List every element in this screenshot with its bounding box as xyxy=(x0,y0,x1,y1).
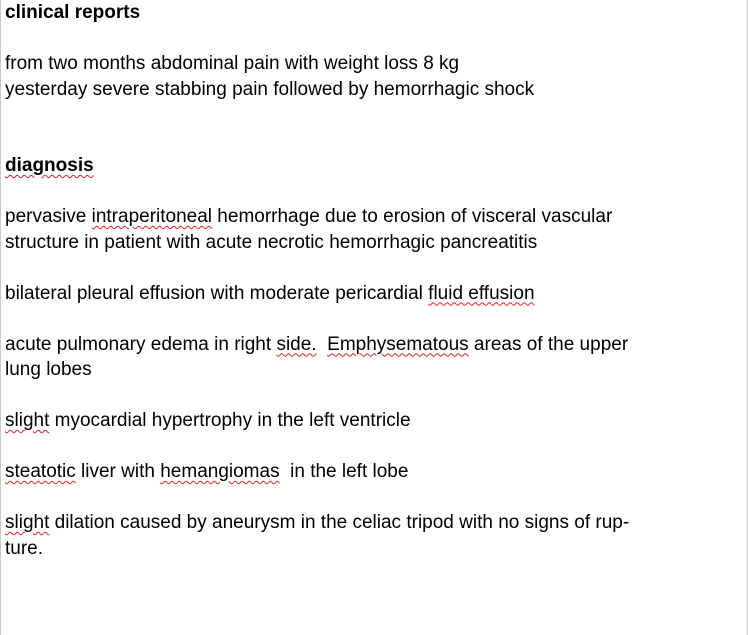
blank-line xyxy=(5,485,735,511)
diagnosis-paragraph-5 xyxy=(5,459,735,485)
diagnosis-paragraph-1-line-2: structure in patient with acute necrotic hemorrhagic pancreatitis xyxy=(5,231,538,253)
spellcheck-flagged-word: steatotic xyxy=(5,461,76,482)
text-run: areas of the upper xyxy=(468,333,629,355)
diagnosis-paragraph-4 xyxy=(5,408,735,434)
text-run: myocardial hypertrophy in the left ventricle xyxy=(49,410,411,431)
text-run: dilation caused by aneurysm in the celiac tripod with no signs of rup- xyxy=(49,512,630,533)
blank-line xyxy=(5,383,735,409)
diagnosis-paragraph-1-line-1 xyxy=(5,204,735,230)
blank-line xyxy=(5,255,735,281)
blank-line xyxy=(5,306,735,332)
spellcheck-flagged-word: side. xyxy=(276,333,317,355)
blank-line xyxy=(5,179,735,205)
document-body[interactable] xyxy=(5,0,735,561)
spellcheck-flagged-word: hemangiomas xyxy=(160,461,280,482)
diagnosis-paragraph-3-line-1 xyxy=(5,332,735,358)
blank-line xyxy=(5,26,735,52)
diagnosis-paragraph-6-line-1 xyxy=(5,510,735,536)
heading-diagnosis-text: diagnosis xyxy=(5,155,94,176)
text-run: in the left lobe xyxy=(279,461,409,482)
text-run: pervasive xyxy=(5,206,92,227)
diagnosis-paragraph-6-line-2: ture. xyxy=(5,537,44,559)
blank-line xyxy=(5,434,735,460)
heading-diagnosis xyxy=(5,153,735,179)
blank-line xyxy=(5,102,735,128)
text-run xyxy=(317,334,328,355)
text-run: acute pulmonary edema in right xyxy=(5,333,277,355)
spellcheck-flagged-word: slight xyxy=(5,410,50,431)
blank-line xyxy=(5,128,735,154)
spellcheck-flagged-word: fluid effusion xyxy=(428,282,535,304)
text-run: bilateral pleural effusion with moderate pericardial xyxy=(5,282,429,304)
text-run: hemorrhage due to erosion of visceral vascular xyxy=(212,206,613,227)
heading-clinical-reports: clinical reports xyxy=(5,2,141,23)
diagnosis-paragraph-2 xyxy=(5,281,735,307)
spellcheck-flagged-word: slight xyxy=(5,512,50,533)
diagnosis-paragraph-3-line-2: lung lobes xyxy=(5,359,92,380)
spellcheck-flagged-word: intraperitoneal xyxy=(91,206,213,227)
text-run: liver with xyxy=(75,461,161,482)
clinical-line-1: from two months abdominal pain with weight loss 8 kg xyxy=(5,53,460,74)
clinical-line-2: yesterday severe stabbing pain followed by hemorrhagic shock xyxy=(5,78,535,100)
spellcheck-flagged-word: Emphysematous xyxy=(327,333,469,355)
